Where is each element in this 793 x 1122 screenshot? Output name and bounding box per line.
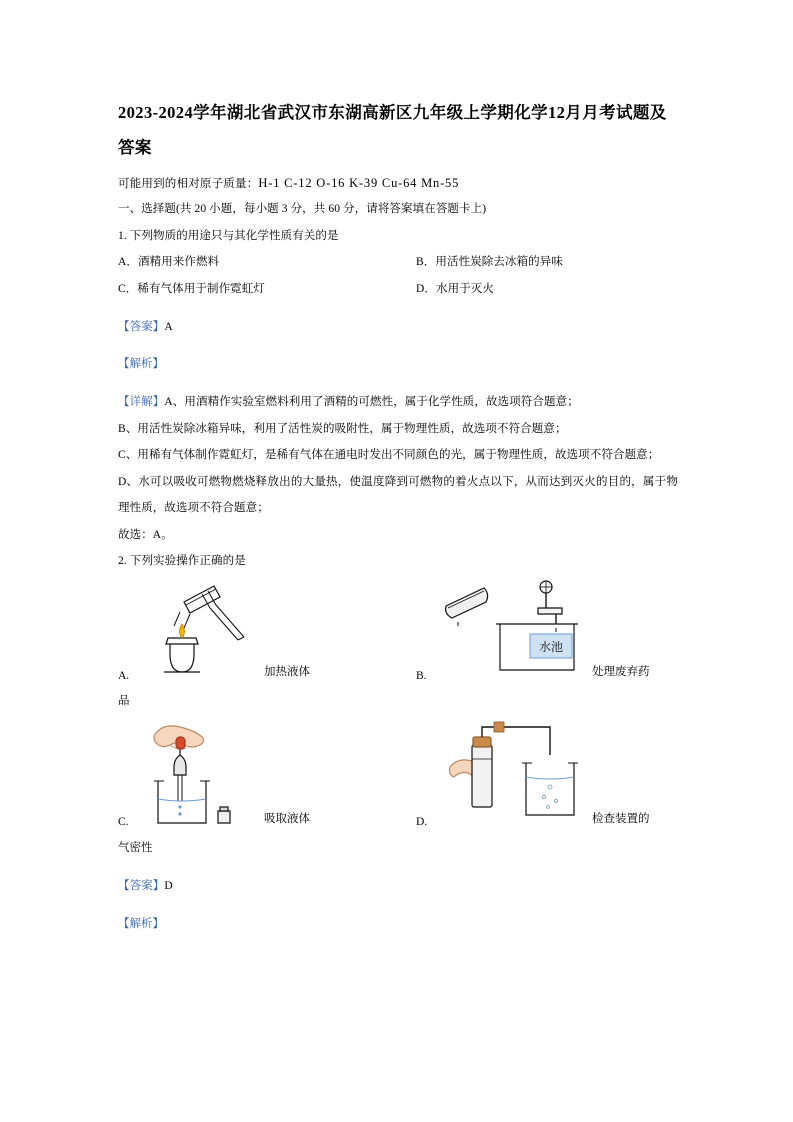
answer-label: 【答案】 xyxy=(118,320,165,333)
question-1-detail-4: D、水可以吸收可燃物燃烧释放出的大量热，使温度降到可燃物的着火点以下，从而达到灭火的目的，属于物理性质，故选项不符合题意； xyxy=(118,475,678,515)
pipette-suction-icon xyxy=(140,715,260,835)
question-1-detail-2: B、用活性炭除冰箱异味，利用了活性炭的吸附性，属于物理性质，故选项不符合题意； xyxy=(118,422,567,435)
question-2-figure-d xyxy=(398,715,678,835)
question-1-option-c: C．稀有气体用于制作霓虹灯 xyxy=(118,282,265,295)
question-1-options-row-1 xyxy=(118,249,678,275)
question-2-figure-a-caption: 加热液体 xyxy=(264,666,310,679)
question-2-figure-d-caption: 检查装置的 xyxy=(592,812,650,825)
airtightness-check-figure xyxy=(438,715,588,835)
question-1-option-b: B．用活性炭除去冰箱的异味 xyxy=(416,256,563,269)
airtightness-check-icon xyxy=(438,715,588,835)
heating-liquid-icon xyxy=(140,578,260,688)
question-2-figure-grid xyxy=(118,578,678,861)
question-1-option-a: A．酒精用来作燃料 xyxy=(118,256,220,269)
question-2-option-b-letter: B. xyxy=(416,669,427,682)
question-2-option-a-letter: A. xyxy=(118,669,130,682)
pipette-suction-figure xyxy=(140,715,260,835)
question-2-option-c-letter: C. xyxy=(118,816,129,829)
question-2-wrap-b: 品 xyxy=(118,695,130,708)
question-1-answer xyxy=(118,314,678,340)
question-1-detail-1 xyxy=(118,389,678,415)
question-2-figure-row-1 xyxy=(118,578,678,688)
question-1-detail-5: 故选：A。 xyxy=(118,528,173,541)
question-2-figure-a xyxy=(118,578,398,688)
question-1-option-d: D．水用于灭火 xyxy=(416,282,495,295)
question-2-analysis-label: 【解析】 xyxy=(118,917,164,930)
answer-label: 【答案】 xyxy=(118,879,165,892)
question-2-wrap-d: 气密性 xyxy=(118,841,153,854)
atomic-mass-values: H-1 C-12 O-16 K-39 Cu-64 Mn-55 xyxy=(258,176,460,191)
question-1-analysis-label: 【解析】 xyxy=(118,358,164,371)
section-heading: 一、选择题(共 20 小题，每小题 3 分，共 60 分，请将答案填在答题卡上) xyxy=(118,203,487,216)
question-2-figure-b-caption: 处理废弃药 xyxy=(592,666,650,679)
question-1-stem: 1. 下列物质的用途只与其化学性质有关的是 xyxy=(118,229,339,242)
answer-value: A xyxy=(164,320,173,333)
atomic-mass-prefix: 可能用到的相对原子质量： xyxy=(118,178,259,191)
detail-marker: 【详解】 xyxy=(118,396,165,409)
answer-value: D xyxy=(164,879,173,892)
atomic-mass-line xyxy=(118,171,678,196)
page-title: 2023-2024学年湖北省武汉市东湖高新区九年级上学期化学12月月考试题及答案 xyxy=(118,103,667,157)
waste-disposal-sink-icon xyxy=(438,578,588,688)
detail-text-1: A、用酒精作实验室燃料利用了酒精的可燃性，属于化学性质，故选项符合题意； xyxy=(164,396,579,409)
heating-liquid-figure xyxy=(140,578,260,688)
page-content xyxy=(118,96,678,949)
question-1-detail-3: C、用稀有气体制作霓虹灯，是稀有气体在通电时发出不同颜色的光，属于物理性质，故选项不符合题意； xyxy=(118,449,660,462)
waste-disposal-sink-figure xyxy=(438,578,588,688)
question-2-stem: 2. 下列实验操作正确的是 xyxy=(118,555,246,568)
sink-label: 水池 xyxy=(538,640,564,655)
question-2-figure-c xyxy=(118,715,398,835)
question-2-figure-c-caption: 吸取液体 xyxy=(264,812,310,825)
question-2-figure-row-2 xyxy=(118,715,678,835)
question-2-figure-b xyxy=(398,578,678,688)
question-1-options-row-2 xyxy=(118,276,678,302)
question-2-option-d-letter: D. xyxy=(416,816,428,829)
question-2-answer xyxy=(118,873,678,899)
